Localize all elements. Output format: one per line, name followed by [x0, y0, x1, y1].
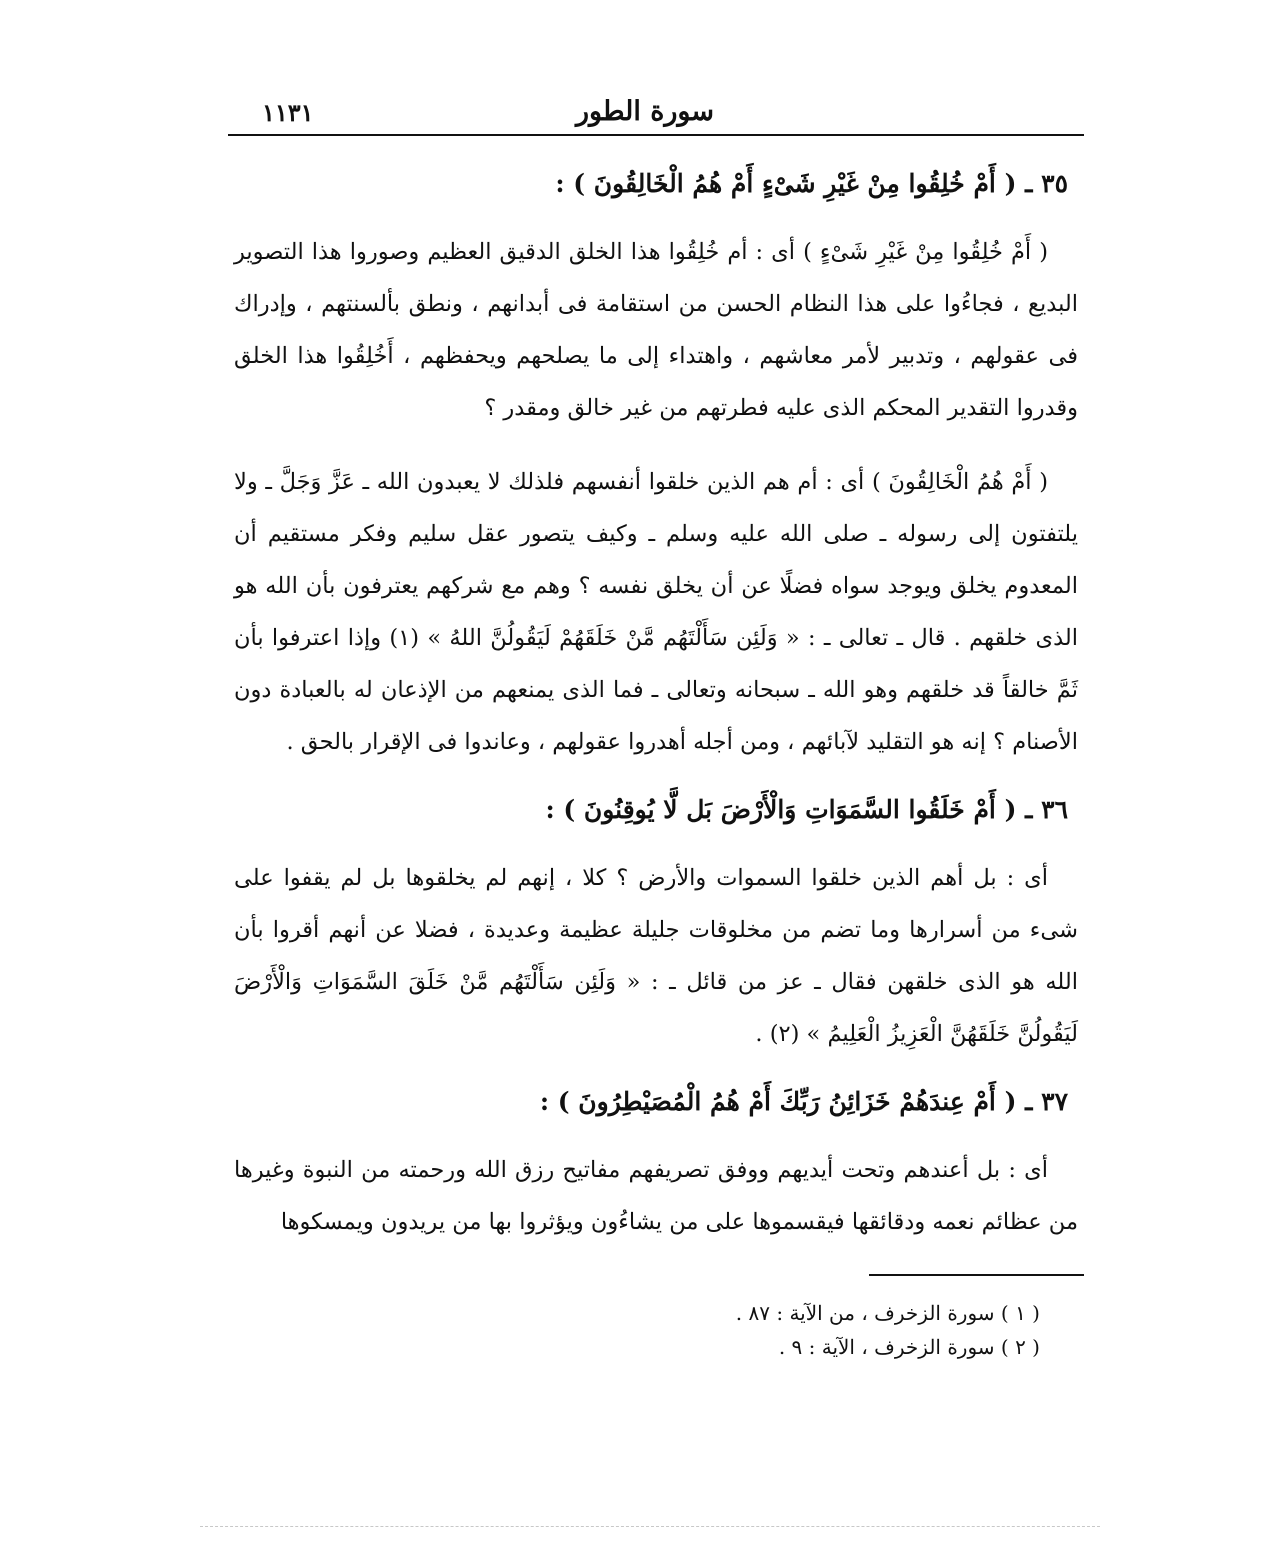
commentary-paragraph: أى : بل أعندهم وتحت أيديهم ووفق تصريفهم مفاتيح رزق الله ورحمته من النبوة وغيرها من عظائم نعمه ودقائقها فيقسموها على من يشاءُون ويؤثروا بها من يريدون ويمسكوها [234, 1157, 1078, 1235]
running-header [228, 90, 1084, 136]
footnotes [228, 1296, 1040, 1364]
surah-title: سورة الطور [575, 96, 714, 127]
page-number: ١١٣١ [262, 98, 314, 127]
verse-heading-35: ٣٥ ـ ( أَمْ خُلِقُوا مِنْ غَيْرِ شَىْءٍ أَمْ هُمُ الْخَالِقُونَ ) : [555, 169, 1068, 198]
commentary-paragraph: ( أَمْ خُلِقُوا مِنْ غَيْرِ شَىْءٍ ) أى : أم خُلِقُوا هذا الخلق الدقيق العظيم وصوروا هذا التصوير البديع ، فجاءُوا على هذا النظام الحسن من استقامة فى أبدانهم ، ونطق بألسنتهم ، وإدراك فى عقولهم ، وتدبير لأمر معاشهم ، واهتداء إلى ما يصلحهم ويحفظهم ، أَخُلِقُوا هذا الخلق وقدروا التقدير المحكم الذى عليه فطرتهم من غير خالق ومقدر ؟ [234, 239, 1078, 421]
footnote-2: ( ٢ ) سورة الزخرف ، الآية : ٩ . [778, 1335, 1040, 1359]
verse-heading-37: ٣٧ ـ ( أَمْ عِندَهُمْ خَزَائِنُ رَبِّكَ أَمْ هُمُ الْمُصَيْطِرُونَ ) : [539, 1087, 1068, 1116]
footnote-separator [228, 1274, 1084, 1276]
verse-heading-36: ٣٦ ـ ( أَمْ خَلَقُوا السَّمَوَاتِ وَالْأَرْضَ بَل لَّا يُوقِنُونَ ) : [545, 795, 1068, 824]
commentary-paragraph: أى : بل أهم الذين خلقوا السموات والأرض ؟ كلا ، إنهم لم يخلقوها بل لم يقفوا على شىء من أسرارها وما تضم من مخلوقات جليلة عظيمة وعديدة ، فضلا عن أنهم أقروا بأن الله هو الذى خلقهن فقال ـ عز من قائل ـ : « وَلَئِن سَأَلْتَهُم مَّنْ خَلَقَ السَّمَوَاتِ وَالْأَرْضَ لَيَقُولُنَّ خَلَقَهُنَّ الْعَزِيزُ الْعَلِيمُ » (٢) . [234, 865, 1078, 1047]
scan-bottom-edge [200, 1526, 1100, 1527]
commentary-paragraph: ( أَمْ هُمُ الْخَالِقُونَ ) أى : أم هم الذين خلقوا أنفسهم فلذلك لا يعبدون الله ـ عَزَّ وَجَلَّ ـ ولا يلتفتون إلى رسوله ـ صلى الله عليه وسلم ـ وكيف يتصور عقل سليم وفكر مستقيم أن المعدوم يخلق ويوجد سواه فضلًا عن أن يخلق نفسه ؟ وهم مع شركهم يعترفون بأن الله هو الذى خلقهم . قال ـ تعالى ـ : « وَلَئِن سَأَلْتَهُم مَّنْ خَلَقَهُمْ لَيَقُولُنَّ اللهُ » (١) وإذا اعترفوا بأن ثَمَّ خالقاً قد خلقهم وهو الله ـ سبحانه وتعالى ـ فما الذى يمنعهم من الإذعان له بالعبادة دون الأصنام ؟ إنه هو التقليد لآبائهم ، ومن أجله أهدروا عقولهم ، وعاندوا فى الإقرار بالحق . [234, 469, 1078, 755]
footnote-rule [869, 1274, 1084, 1276]
footnote-1: ( ١ ) سورة الزخرف ، من الآية : ٨٧ . [735, 1301, 1040, 1325]
book-page [228, 90, 1084, 1364]
page-content [228, 136, 1084, 1248]
